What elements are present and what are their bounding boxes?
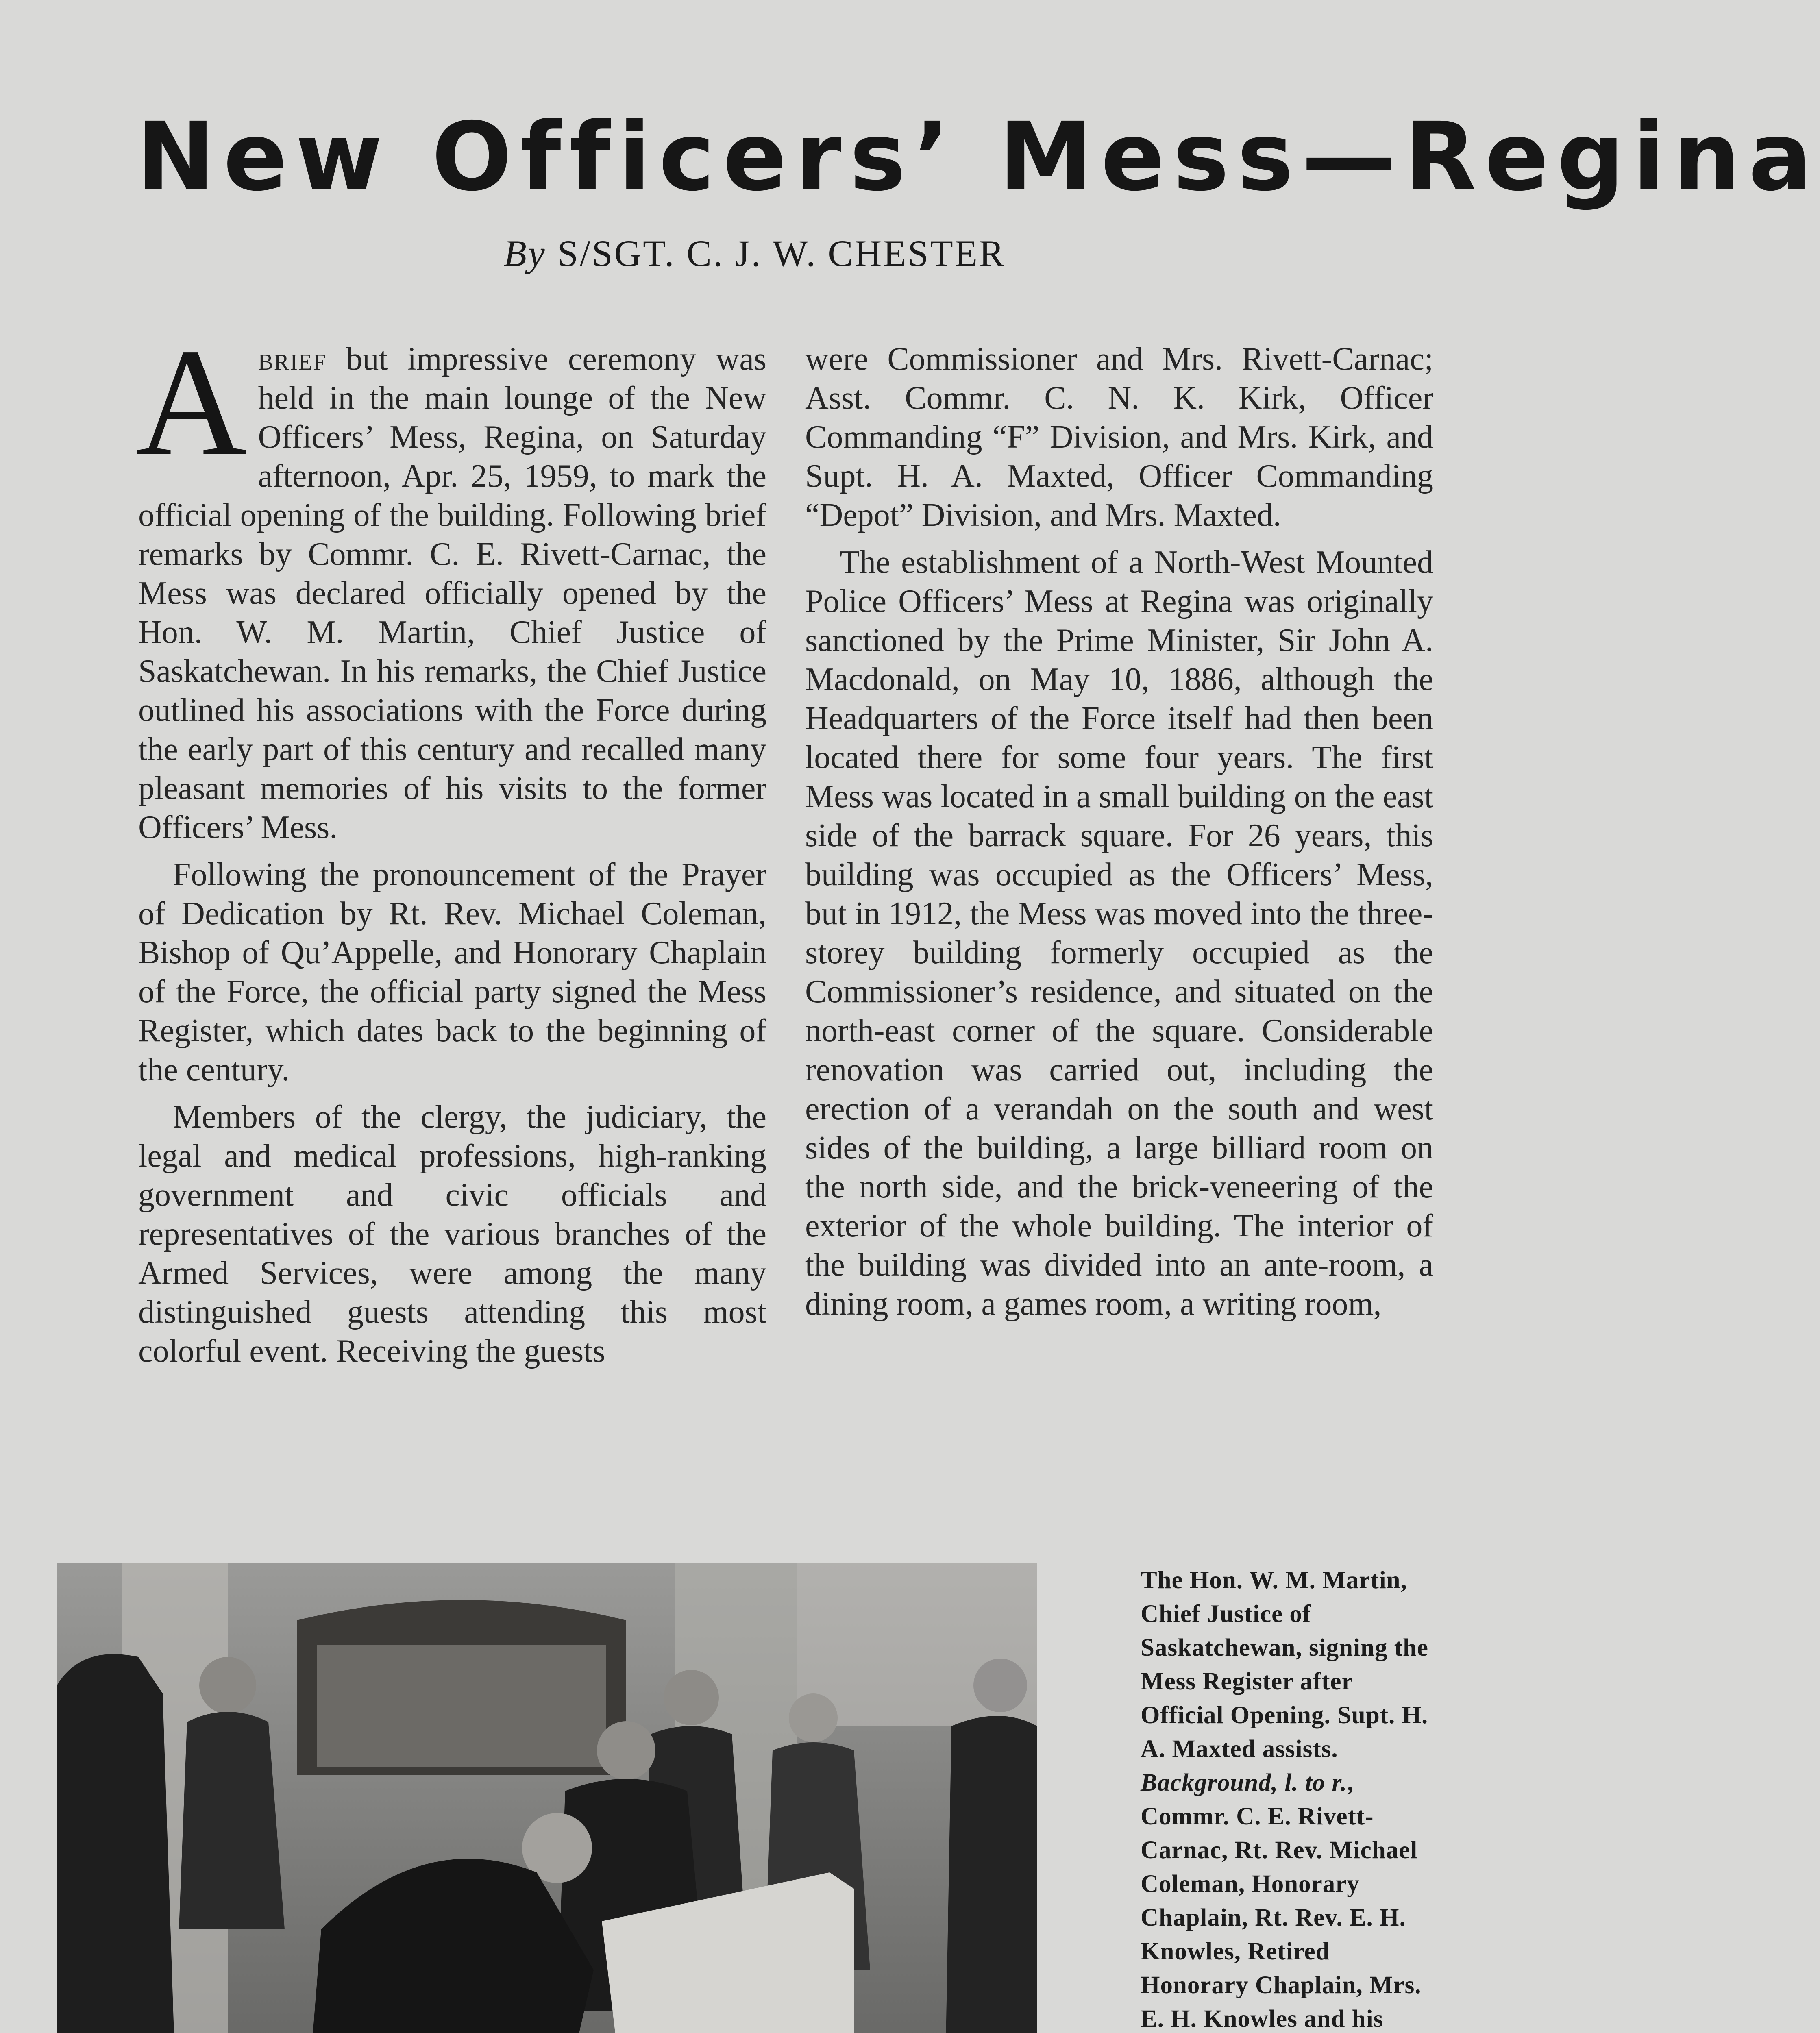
photo-illustration [57, 1563, 1037, 2033]
caption-part-2: , Commr. C. E. Rivett-Carnac, Rt. Rev. Michael Coleman, Honorary Chaplain, Rt. Rev. E. H. Knowles, Retired Honorary Chaplain, Mrs. E. H. Knowles and his [1141, 1769, 1422, 2033]
lead-in-smallcaps: brief [258, 341, 327, 377]
byline-author: S/SGT. C. J. W. CHESTER [557, 233, 1006, 274]
photo-head-bishop [199, 1657, 256, 1714]
right-column [805, 340, 1433, 1332]
paragraph-4: were Commissioner and Mrs. Rivett-Carnac; Asst. Commr. C. N. K. Kirk, Officer Commanding “F” Division, and Mrs. Kirk, and Supt. H. A. Maxted, Officer Commanding “Depot” Division, and Mrs. Maxted. [805, 341, 1433, 533]
photo-bishop [179, 1712, 285, 1929]
paragraph-5: The establishment of a North-West Mounted Police Officers’ Mess at Regina was originally sanctioned by the Prime Minister, Sir John A. Macdonald, on May 10, 1886, although the Headquarters of the Force itself had then been located there for some four years. The first Mess was located in a small building on the east side of the barrack square. For 26 years, this building was occupied as the Officers’ Mess, but in 1912, the Mess was moved into the three-storey building formerly occupied as the Commissioner’s residence, and situated on the north-east corner of the square. Considerable renovation was carried out, including the erection of a verandah on the south and west sides of the building, a large billiard room on the north side, and the brick-veneering of the exterior of the whole building. The interior of the building was divided into an ante-room, a dining room, a games room, a writing room, [805, 544, 1433, 1322]
caption-part-1: The Hon. W. M. Martin, Chief Justice of Saskatchewan, signing the Mess Register after Official Opening. Supt. H. A. Maxted assists. [1141, 1567, 1429, 1763]
photo-head-chaplain [664, 1670, 719, 1725]
byline [0, 232, 1509, 275]
photo-mayor [943, 1716, 1037, 2033]
photo-head-mayor [973, 1659, 1027, 1712]
paragraph-2: Following the pronouncement of the Prayer of Dedication by Rt. Rev. Michael Coleman, Bishop of Qu’Appelle, and Honorary Chaplain of the Force, the official party signed the Mess Register, which dates back to the beginning of the century. [138, 857, 766, 1088]
photo-cabinet-glass [317, 1645, 606, 1767]
left-column [136, 317, 766, 1379]
ceremony-photo [57, 1563, 1037, 2033]
byline-by: By [503, 233, 546, 274]
photo-head-woman [789, 1693, 838, 1742]
caption-italic: Background, l. to r. [1141, 1769, 1348, 1796]
article-title: New Officers’ Mess—Regina [136, 102, 1820, 212]
paragraph-3: Members of the clergy, the judiciary, the legal and medical professions, high-ranking government and civic officials and representatives of the various branches of the Armed Services, were among the many distinguished guests attending this most colorful event. Receiving the guests [138, 1099, 766, 1369]
paragraph-1 [136, 317, 766, 847]
photo-caption [1141, 1563, 1431, 2033]
paragraph-1-text: but impressive ceremony was held in the main lounge of the New Officers’ Mess, Regina, on Saturday afternoon, Apr. 25, 1959, to mark the official opening of the building. Following brief remarks by Commr. C. E. Rivett-Carnac, the Mess was declared officially opened by the Hon. W. M. Martin, Chief Justice of Saskatchewan. In his remarks, the Chief Justice outlined his associations with the Force during the early part of this century and recalled many pleasant memories of his visits to the former Officers’ Mess. [138, 341, 766, 845]
photo-head-supt [597, 1721, 655, 1780]
photo-officer-left [57, 1654, 179, 2033]
drop-cap: A [136, 317, 248, 488]
